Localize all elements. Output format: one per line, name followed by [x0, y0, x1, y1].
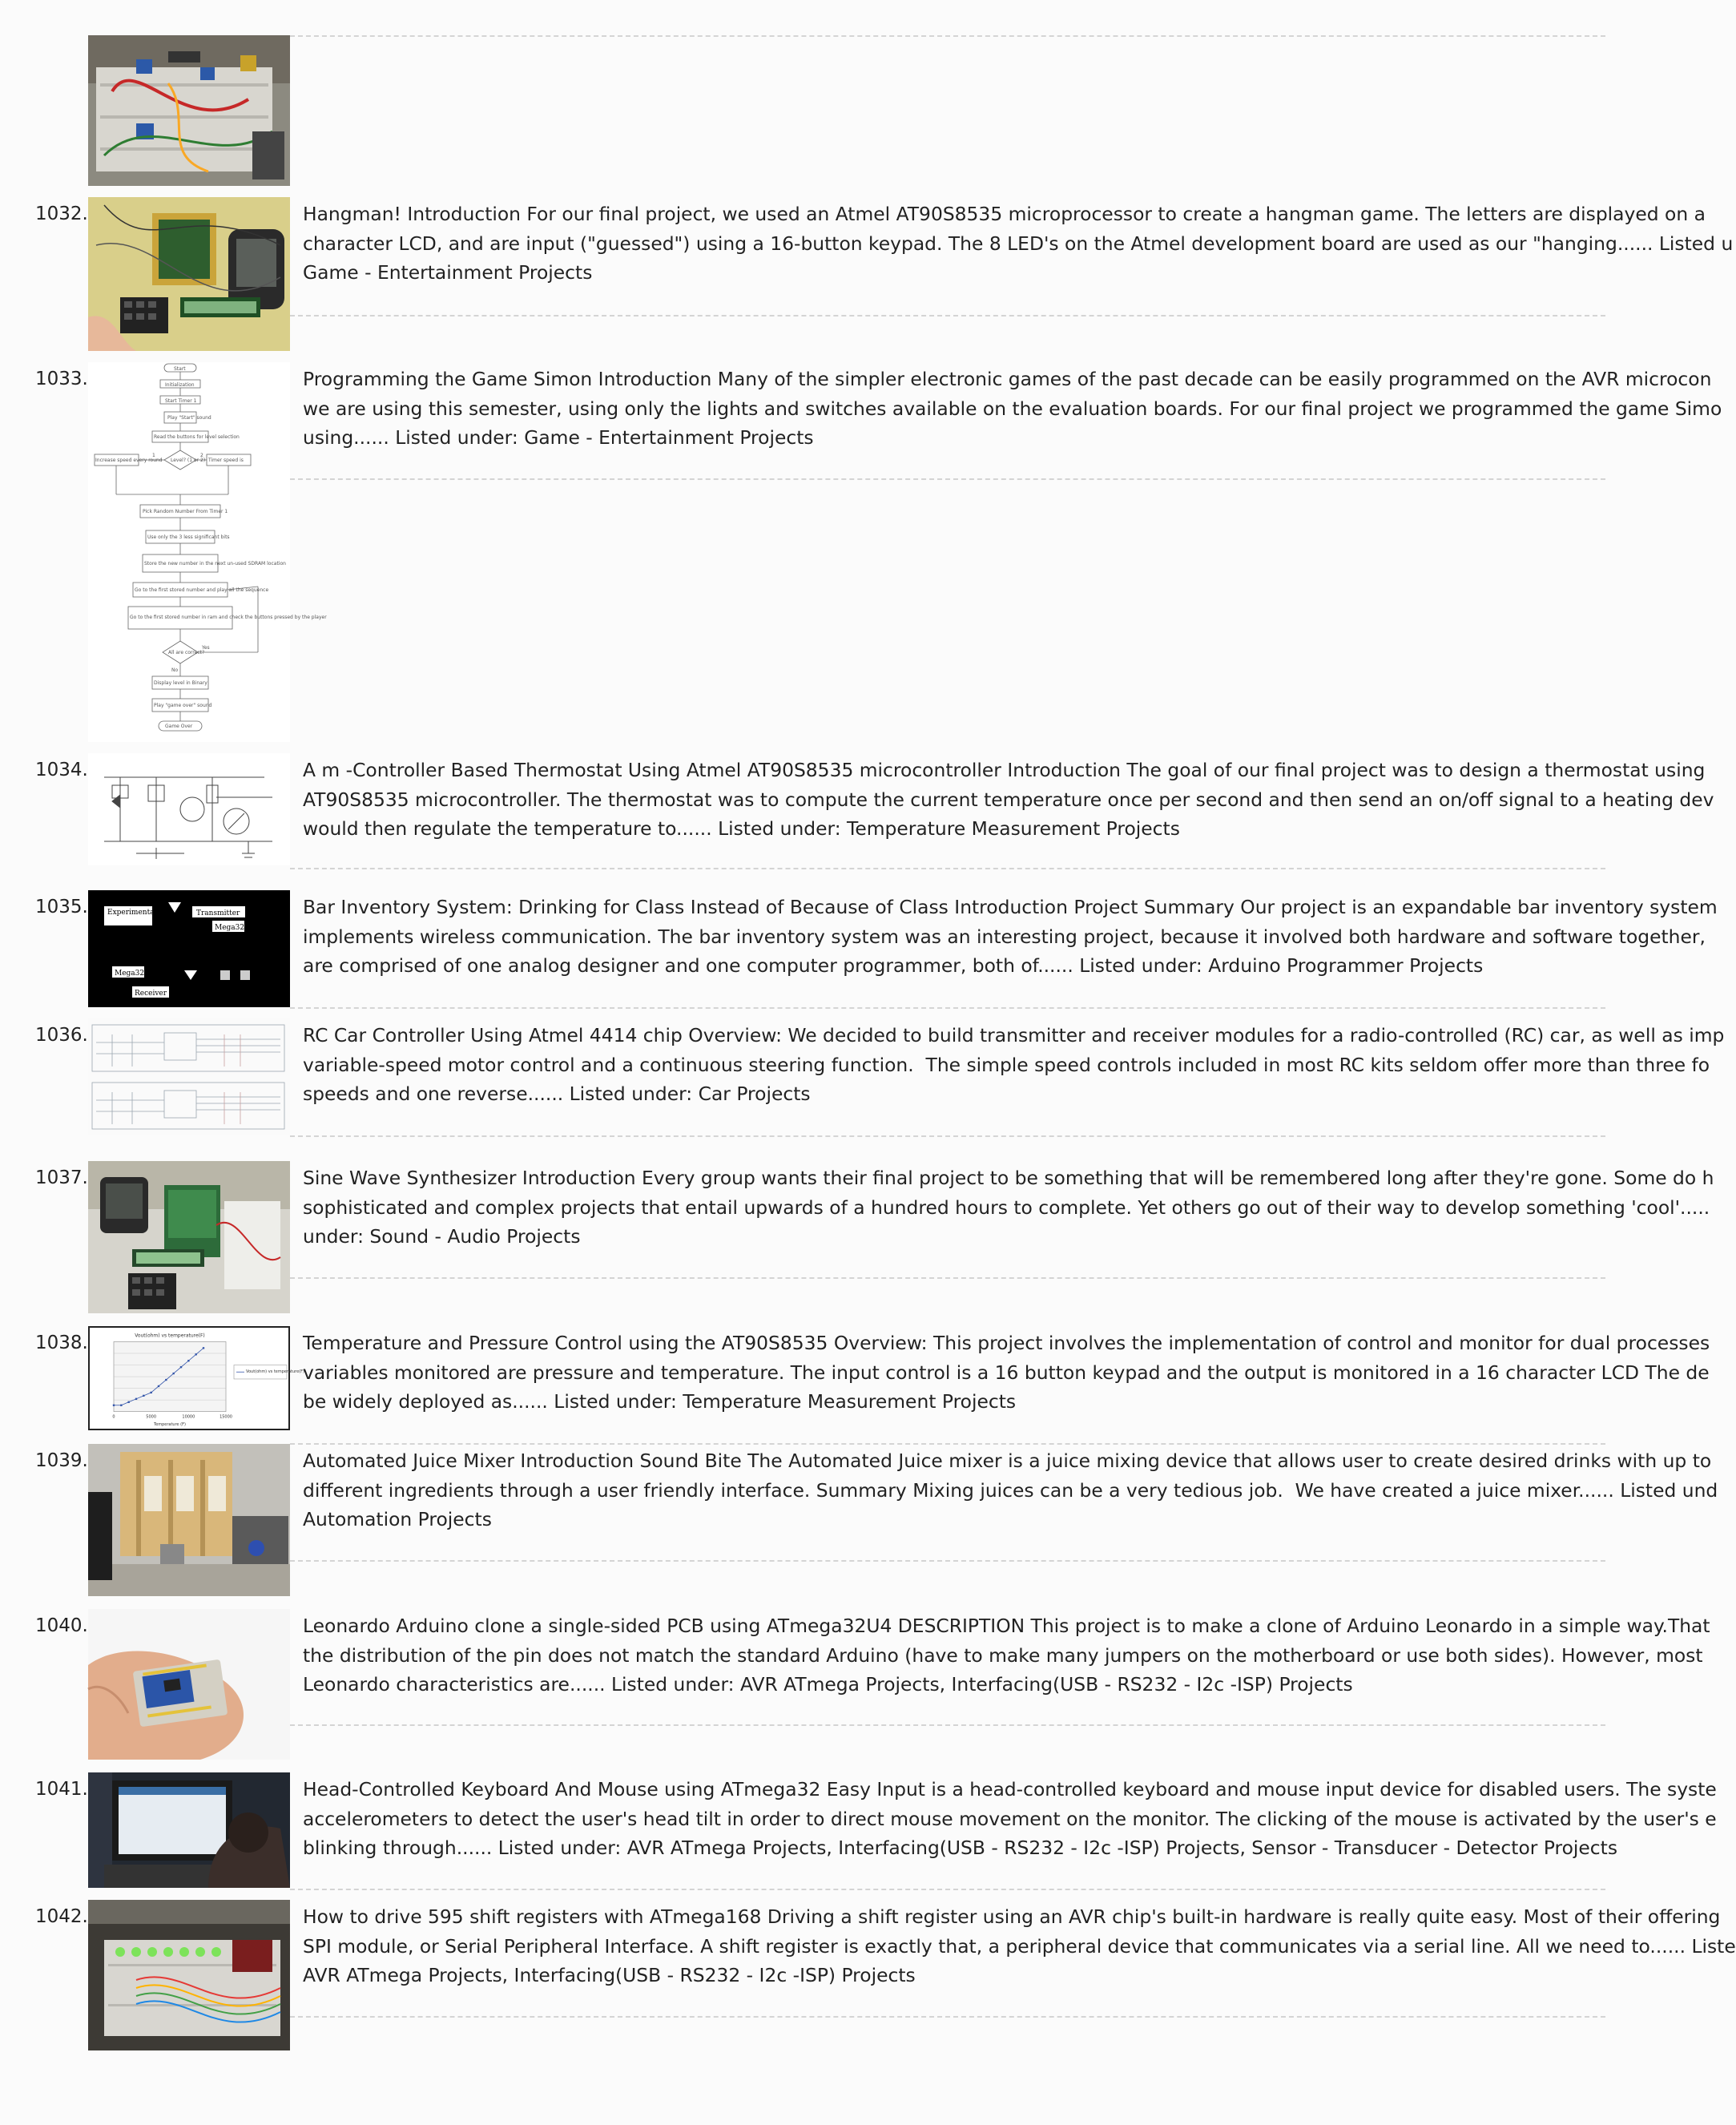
item-description[interactable]: How to drive 595 shift registers with ATmega168 Driving a shift register using an AVR chip's built-in hardware is really quite easy. Most of their offering SPI module, or Serial Peripheral Interface. A shift register is exactly that, a peripheral device that communicates via a serial line. All we need to...... Liste AVR ATmega Projects, Interfacing(USB - RS232 - I2c -ISP) Projects	[303, 1905, 1736, 1986]
flowchart-label: Read the buttons for level selection	[154, 434, 240, 440]
flowchart-label: Yes	[202, 645, 210, 651]
item-description[interactable]: Head-Controlled Keyboard And Mouse using ATmega32 Easy Input is a head-controlled keyboard and mouse input device for disabled users. The syste accelerometers to detect the user's head tilt in order to direct mouse movement on the monitor. The clicking of the mouse is activated by the user's e blinking through...... Listed under: AVR ATmega Projects, Interfacing(USB - RS232 - I2c -ISP) Projects, Sensor - Transducer - Detector Projects	[303, 1778, 1717, 1859]
separator	[290, 1135, 1605, 1137]
chart-point	[158, 1385, 159, 1387]
thumbnail-temperature-chart[interactable]	[88, 1326, 304, 1430]
item-description[interactable]: A m -Controller Based Thermostat Using Atmel AT90S8535 microcontroller Introduction The goal of our final project was to design a thermostat using AT90S8535 microcontroller. The thermostat was to compute the current temperature once per second and then send an on/off signal to a heating dev would then regulate the temperature to...... Listed under: Temperature Measurement Projects	[303, 759, 1714, 840]
thumbnail-breadboard-image[interactable]	[88, 35, 290, 186]
item-description[interactable]: Leonardo Arduino clone a single-sided PCB using ATmega32U4 DESCRIPTION This project is to make a clone of Arduino Leonardo in a simple way.That the distribution of the pin does not match the standard Arduino (have to make many jumpers on the motherboard or use both sides). However, most Leonardo characteristics are...... Listed under: AVR ATmega Projects, Interfacing(USB - RS232 - I2c -ISP) Projects	[303, 1615, 1710, 1696]
flowchart-label: All are correct?	[168, 650, 205, 655]
flowchart-label: Play "Start" sound	[167, 415, 211, 421]
flowchart-label: Start Timer 1	[165, 398, 197, 404]
item-number: 1035.	[35, 897, 88, 917]
thumbnail-juice-mixer-image[interactable]	[88, 1444, 290, 1596]
separator	[290, 35, 1605, 37]
item-number: 1037.	[35, 1167, 88, 1188]
thumbnail-flowchart-image[interactable]	[88, 362, 327, 742]
separator	[290, 1443, 1605, 1445]
thumbnail-sine-synth-image[interactable]	[88, 1161, 290, 1313]
chart-x-tick-label: 0	[112, 1414, 115, 1420]
item-number: 1041.	[35, 1779, 88, 1800]
chart-x-tick-label: 10000	[182, 1414, 195, 1420]
item-description[interactable]: RC Car Controller Using Atmel 4414 chip Overview: We decided to build transmitter and receiver modules for a radio-controlled (RC) car, as well as imp variable-speed motor control and a continuous steering function. The simple speed controls included in most RC kits seldom offer more than three fo speeds and one reverse...... Listed under: Car Projects	[303, 1024, 1725, 1105]
thumbnail-leonardo-clone-image[interactable]	[88, 1609, 290, 1760]
flowchart-label: Timer speed is	[208, 458, 244, 463]
item-number: 1038.	[35, 1333, 88, 1353]
separator	[290, 478, 1605, 480]
flowchart-label: Level? (1 or 2)	[171, 458, 206, 463]
flowchart-label: Initialization	[165, 382, 195, 388]
flowchart-label: Store the new number in the next un-used SDRAM location	[144, 561, 286, 567]
item-number: 1034.	[35, 760, 88, 780]
diagram-label: Transmitter	[196, 909, 240, 917]
thumbnail-rc-car-schematic[interactable]	[88, 1018, 290, 1135]
flowchart-label: Go to the first stored number and play all the sequence	[135, 587, 269, 593]
item-number: 1040.	[35, 1615, 88, 1636]
chart-legend-label: Vout(ohm) vs temperature(F)	[246, 1369, 304, 1375]
chart-point	[165, 1379, 167, 1381]
thumbnail-head-controlled-image[interactable]	[88, 1772, 290, 1888]
item-number: 1036.	[35, 1025, 88, 1046]
thumbnail-hangman-image[interactable]	[88, 197, 290, 351]
item-number: 1033.	[35, 369, 88, 389]
chart-point	[150, 1392, 151, 1393]
item-description[interactable]: Temperature and Pressure Control using the AT90S8535 Overview: This project involves the implementation of control and monitor for dual processes variables monitored are pressure and temperature. The input control is a 16 button keypad and the output is monitored in a 16 character LCD The de be widely deployed as...... Listed under: Temperature Measurement Projects	[303, 1332, 1710, 1413]
chart-xlabel: Temperature (F)	[154, 1422, 186, 1428]
separator	[290, 2016, 1605, 2018]
diagram-label: Mega32	[115, 970, 145, 978]
flowchart-label: Play "game over" sound	[154, 703, 212, 708]
item-number: 1039.	[35, 1450, 88, 1471]
flowchart-label: No	[171, 667, 179, 673]
separator	[290, 1277, 1605, 1279]
separator	[290, 315, 1605, 317]
chart-point	[180, 1366, 182, 1368]
flowchart-label: Start	[174, 366, 186, 372]
chart-point	[127, 1401, 129, 1403]
chart-point	[113, 1405, 115, 1406]
item-description[interactable]: Bar Inventory System: Drinking for Class Instead of Because of Class Introduction Project Summary Our project is an expandable bar inventory system implements wireless communication. The bar inventory system was an interesting project, because it involved both hardware and software together, are comprised of one analog designer and one computer programmer, both of...... Listed under: Arduino Programmer Projects	[303, 896, 1718, 977]
item-description[interactable]: Sine Wave Synthesizer Introduction Every group wants their final project to be something that will be remembered long after they're gone. Some do h sophisticated and complex projects that entail upwards of a hundred hours to complete. Yet others go out of their way to develop something 'cool'..... under: Sound - Audio Projects	[303, 1167, 1714, 1248]
diagram-label: Mega32	[215, 924, 245, 932]
chart-point	[135, 1398, 137, 1400]
chart-point	[195, 1353, 196, 1355]
flowchart-label: Go to the first stored number in ram and check the buttons pressed by the player	[130, 615, 327, 620]
chart-x-tick-label: 5000	[146, 1414, 157, 1420]
flowchart-label: 2	[200, 453, 203, 458]
separator	[290, 1724, 1605, 1726]
item-description[interactable]: Automated Juice Mixer Introduction Sound Bite The Automated Juice mixer is a juice mixing device that allows user to create desired drinks with up to different ingredients through a user friendly interface. Summary Mixing juices can be a very tedious job. We have created a juice mixer...... Listed und Automation Projects	[303, 1450, 1718, 1530]
diagram-label: Receiver	[135, 990, 167, 998]
item-number: 1042.	[35, 1906, 88, 1927]
thumbnail-bar-inventory-diagram[interactable]	[88, 890, 290, 1007]
chart-point	[172, 1373, 174, 1374]
separator	[290, 1560, 1605, 1562]
chart-title: Vout(ohm) vs temperature(F)	[135, 1333, 205, 1339]
item-number: 1032.	[35, 204, 88, 224]
chart-x-tick-label: 15000	[220, 1414, 232, 1420]
separator	[290, 1889, 1605, 1890]
thumbnail-shift-register-image[interactable]	[88, 1900, 290, 2050]
chart-point	[120, 1405, 122, 1406]
chart-point	[203, 1347, 204, 1349]
flowchart-label: Use only the 3 less significant bits	[147, 534, 230, 540]
diagram-label: Experimental	[107, 909, 157, 917]
flowchart-label: Display level in Binary	[154, 680, 207, 686]
flowchart-label: Game Over	[165, 724, 193, 729]
item-description[interactable]: Hangman! Introduction For our final project, we used an Atmel AT90S8535 microprocessor to create a hangman game. The letters are displayed on a character LCD, and are input ("guessed") using a 16-button keypad. The 8 LED's on the Atmel development board are used as our "hanging...... Listed u Game - Entertainment Projects	[303, 203, 1734, 284]
separator	[290, 868, 1605, 869]
thumbnail-thermostat-schematic[interactable]	[88, 753, 290, 865]
item-description[interactable]: Programming the Game Simon Introduction Many of the simpler electronic games of the past decade can be easily programmed on the AVR microcon we are using this semester, using only the lights and switches available on the evaluation boards. For our final project we programmed the game Simo using...... Listed under: Game - Entertainment Projects	[303, 368, 1722, 449]
flowchart-label: 1	[152, 453, 155, 458]
separator	[290, 1007, 1605, 1009]
chart-point	[143, 1395, 144, 1397]
flowchart-label: Increase speed every round	[95, 458, 163, 463]
flowchart-label: Pick Random Number From Timer 1	[143, 509, 228, 514]
chart-point	[187, 1360, 189, 1361]
